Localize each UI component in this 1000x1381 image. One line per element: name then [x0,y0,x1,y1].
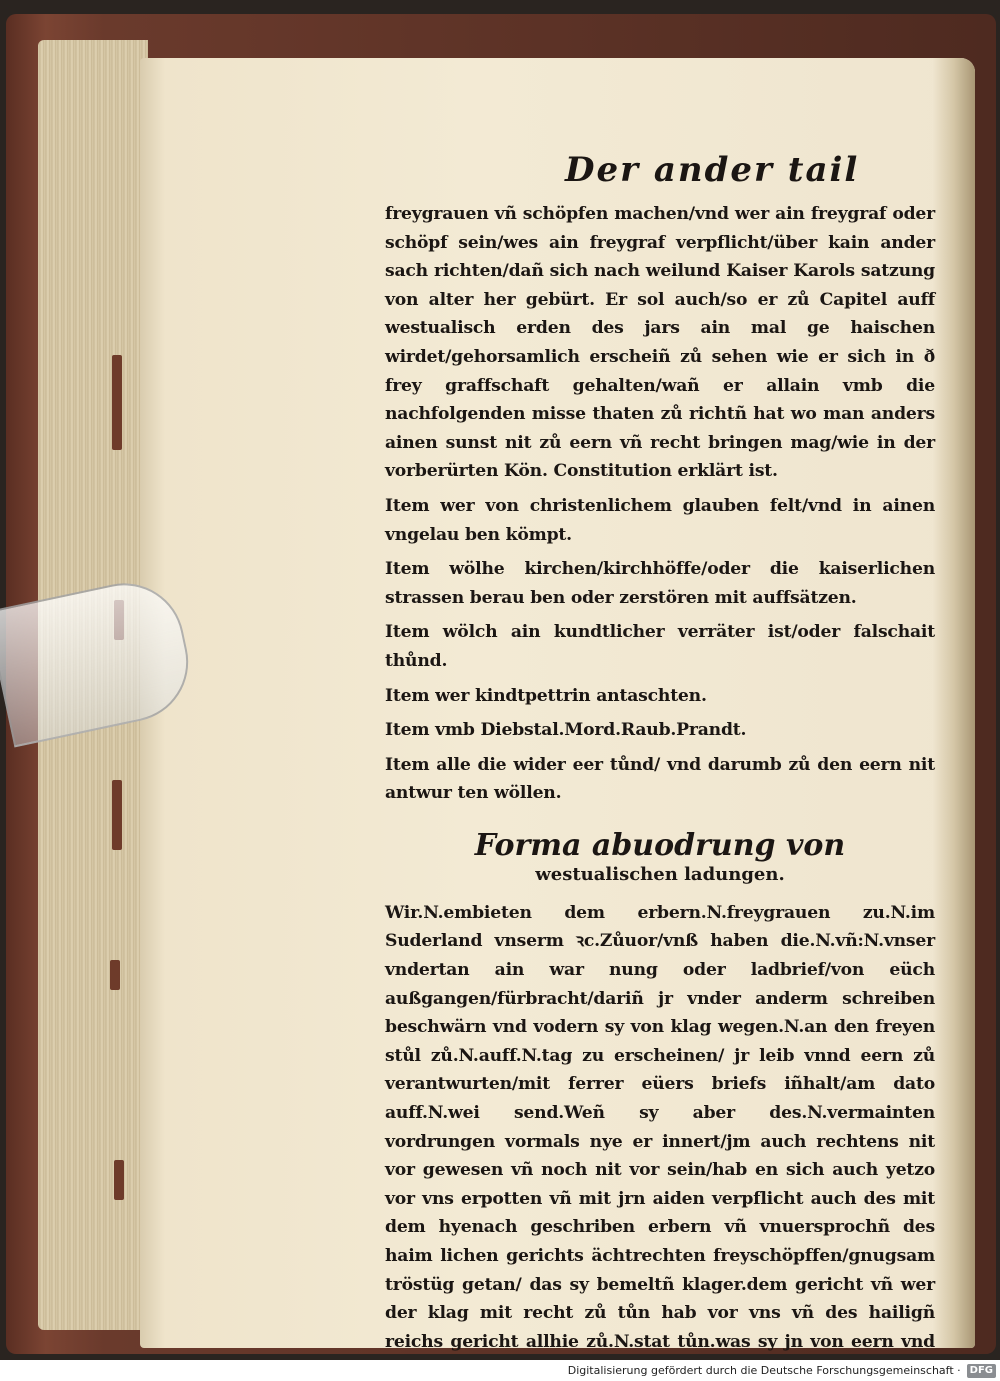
dfg-logo-icon: DFG [967,1364,996,1378]
page-text [385,150,935,1360]
thumb-tab [110,960,120,990]
paragraph-intro: freygrauen vñ schöpfen machen/vnd wer ain freygraf oder schöpf sein/wes ain freygraf verpflicht/über kain ander sach richten/dañ sich nach weilund Kaiser Karols satzung von alter her gebürt. Er sol auch/so er zů Capitel auff westualisch erden des jars ain mal ge haischen wirdet/gehorsamlich erscheiñ zů sehen wie er sich in ð frey graffschaft gehalten/wañ er allain vmb die nachfolgenden misse thaten zů richtñ hat wo man anders ainen sunst nit zů eern vñ recht bringen mag/wie in der vorberürten Kön. Constitution erklärt ist. [385,204,935,482]
section-heading: Forma abuodrung von [474,827,846,863]
paragraph-item: Item vmb Diebstal.Mord.Raub.Prandt. [385,720,747,741]
thumb-tab [112,780,122,850]
body-text: Wir.N.embieten dem erbern.N.freygrauen zu.N.im Suderland vnserm ꝛc.Zůuor/vnß haben die.N.vñ:N.vnser vndertan ain war nung oder ladbrief/von eüch außgangen/fürbracht/dariñ jr vnder anderm schreiben beschwärn vnd vodern sy von klag wegen.N.an den freyen stůl zů.N.auff.N.tag zu erscheinen/ jr leib vnnd eern zů verantwurten/mit ferrer eüers briefs iñhalt/am dato auff.N.wei send.Weñ sy aber des.N.vermainten vordrungen vormals nye er innert/jm auch rechtens nit vor gewesen vñ noch nit vor sein/hab en sich auch yetzo vor vns erpotten vñ mit jrn aiden verpflicht auch des mit dem hyenach geschriben erbern vñ vnuersprochñ des haim lichen gerichts ächtrechten freyschöpffen/gnugsam tröstüg getan/ das sy bemeltñ klager.dem gericht vñ wer der klag mit recht zů tůn hab vor vns vñ des hailigñ reichs gericht allhie zů.N.stat tůn.was sy jn von eern vnd [385,902,935,1352]
footer-credit: Digitalisierung gefördert durch die Deutsche Forschungsgemeinschaft · [567,1364,961,1377]
thumb-tab [114,1160,124,1200]
paragraph-item: Item alle die wider eer tůnd/ vnd darumb zů den eern nit antwur ten wöllen. [385,754,935,804]
paragraph-item: Item wölhe kirchen/kirchhöffe/oder die kaiserlichen strassen berau ben oder zerstören mit auffsätzen. [385,559,935,608]
running-head: Der ander tail [565,150,860,190]
paragraph-item: Item wölch ain kundtlicher verräter ist/oder falschait thůnd. [385,622,935,671]
section-subheading: westualischen ladungen. [535,863,785,885]
thumb-tab [112,355,122,450]
paragraph-item: Item wer von christenlichem glauben felt/vnd in ainen vngelau ben kömpt. [385,495,935,545]
footer [0,1360,1000,1381]
page-right-edge [933,58,975,1348]
paragraph-item: Item wer kindtpettrin antaschten. [385,685,707,706]
